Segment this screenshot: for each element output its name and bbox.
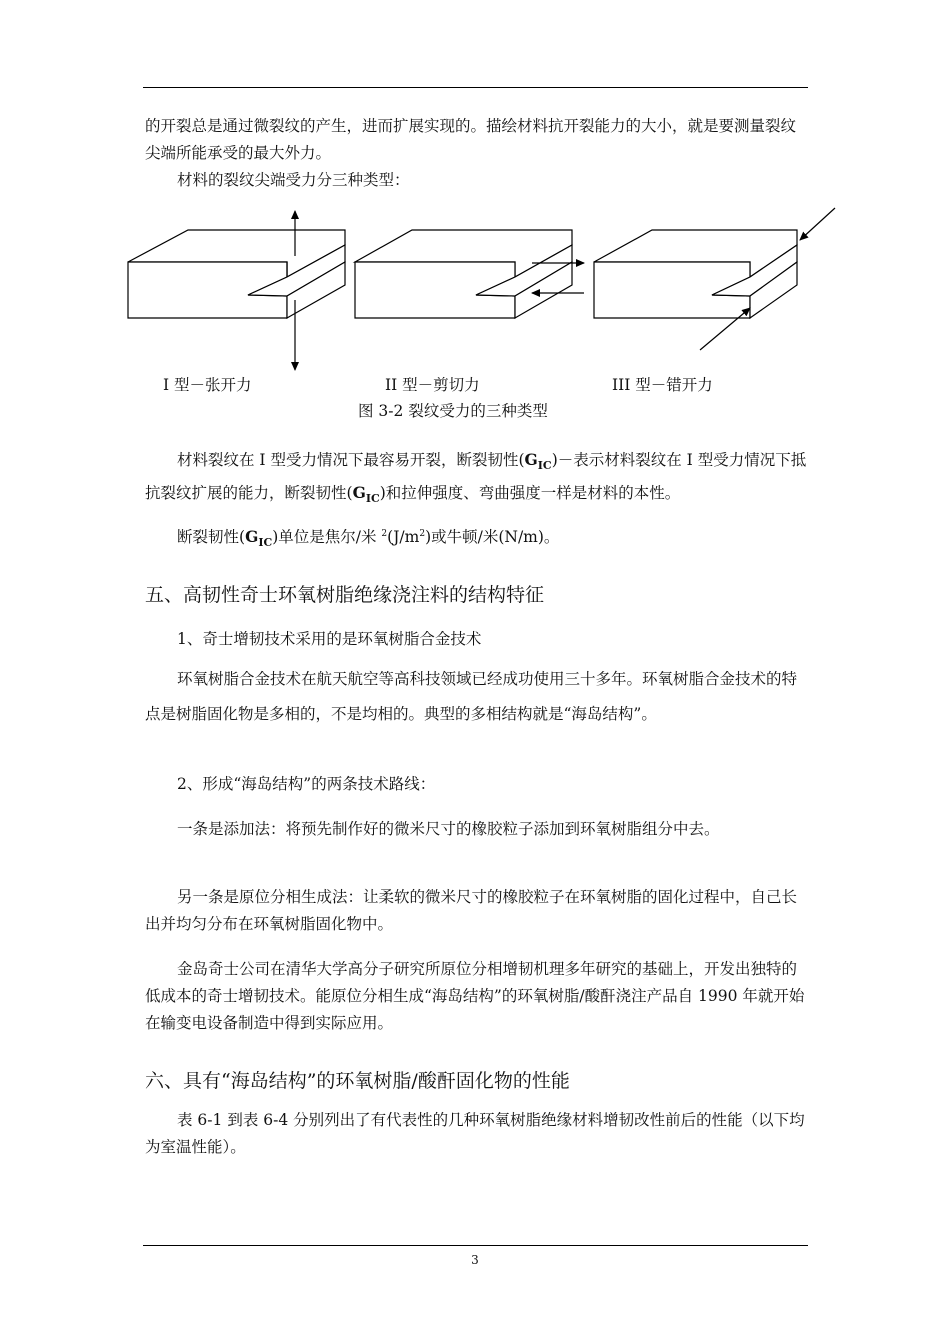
paragraph-toughness-unit: 断裂韧性$(G_{IC})$单位是焦尔/米 $^2(J/m^2)$或牛顿/米(N/m)。	[177, 527, 560, 550]
block-mode-2	[355, 230, 572, 318]
block-mode-3	[594, 230, 797, 318]
section-heading-5: 五、高韧性奇士环氧树脂绝缘浇注料的结构特征	[145, 584, 545, 606]
paragraph-tables-intro: 表 6-1 到表 6-4 分别列出了有代表性的几种环氧树脂绝缘材料增韧改性前后的性能（以下均为室温性能）。	[145, 1111, 805, 1156]
paragraph-crack-types: 材料的裂纹尖端受力分三种类型：	[177, 171, 410, 189]
page-number: 3	[471, 1253, 479, 1267]
block-mode-1	[128, 230, 345, 318]
paragraph-fracture-toughness: 材料裂纹在 I 型受力情况下最容易开裂，断裂韧性$(G_{IC})-$表示材料裂纹在 I 型受力情况下抵抗裂纹扩展的能力，断裂韧性$(G_{IC})$和拉伸强度、弯曲强度一样是材料的本性。	[145, 450, 807, 505]
paragraph-in-situ-method: 另一条是原位分相生成法：让柔软的微米尺寸的橡胶粒子在环氧树脂的固化过程中，自己长出并均匀分布在环氧树脂固化物中。	[145, 888, 798, 933]
footer-rule	[143, 1245, 808, 1246]
label-mode-3: III 型－错开力	[612, 376, 713, 394]
paragraph-alloy-tech: 环氧树脂合金技术在航天航空等高科技领域已经成功使用三十多年。环氧树脂合金技术的特点是树脂固化物是多相的，不是均相的。典型的多相结构就是“海岛结构”。	[145, 670, 798, 723]
arrow-in-top-mode-3	[800, 208, 835, 240]
paragraph-company: 金岛奇士公司在清华大学高分子研究所原位分相增韧机理多年研究的基础上，开发出独特的低成本的奇士增韧技术。能原位分相生成“海岛结构”的环氧树脂/酸酐浇注产品自 1990 年就开始在输变电设备制造中得到实际应用。	[145, 960, 805, 1032]
crack-force-figure	[0, 0, 950, 420]
label-mode-2: II 型－剪切力	[385, 376, 480, 394]
paragraph-crack-intro: 的开裂总是通过微裂纹的产生，进而扩展实现的。描绘材料抗开裂能力的大小，就是要测量裂纹尖端所能承受的最大外力。	[145, 117, 797, 162]
label-mode-1: I 型－张开力	[163, 376, 252, 394]
list-item-2: 2、形成“海岛结构”的两条技术路线：	[177, 775, 436, 793]
figure-caption: 图 3-2 裂纹受力的三种类型	[358, 402, 548, 420]
list-item-1: 1、奇士增韧技术采用的是环氧树脂合金技术	[177, 630, 482, 648]
section-heading-6: 六、具有“海岛结构”的环氧树脂/酸酐固化物的性能	[145, 1070, 570, 1092]
paragraph-addition-method: 一条是添加法：将预先制作好的微米尺寸的橡胶粒子添加到环氧树脂组分中去。	[177, 820, 720, 838]
